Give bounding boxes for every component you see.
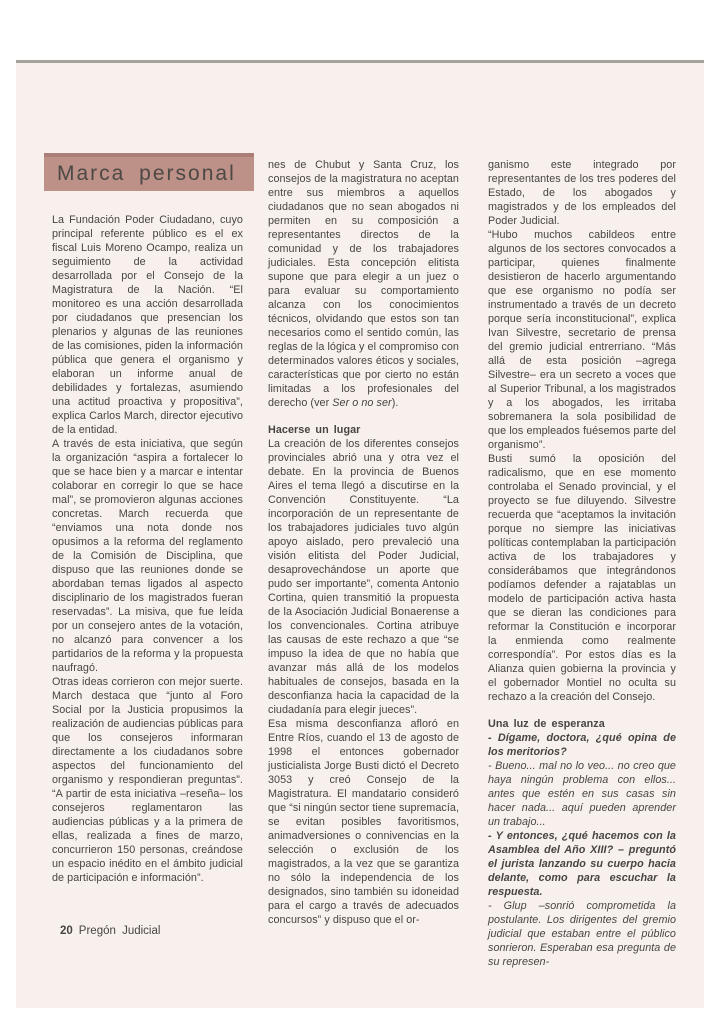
paragraph: La creación de los diferentes consejos provinciales abrió una y otra vez el debate. En la provincia de Buenos Aires el tema llegó a discutirse en la Convención Constituyente. “La incorporación de un representante de los trabajadores judiciales tuvo algún apoyo aislado, pero prevaleció una visión elitista del Poder Judicial, desaprovechándose un aporte que pudo ser importante”, comenta Antonio Cortina, quien transmitió la propuesta de la Asociación Judicial Bonaerense a los convencionales. Cortina atribuye las causas de este rechazo a que “se impuso la idea de que no había que avanzar más allá de los modelos habituales de consejos, basada en la desconfianza hacia la capacidad de la ciudadanía para elegir jueces”. <box>268 438 459 716</box>
subheading: Una luz de esperanza <box>488 718 605 730</box>
article-title: Marca personal <box>57 162 236 185</box>
dialogue-answer: - Bueno... mal no lo veo... no creo que haya ningún problema con ellos... antes que estén en sus casas sin hacer nada... aquí pueden aprender un trabajo... <box>488 760 676 828</box>
page-footer <box>60 925 160 937</box>
paragraph: Otras ideas corrieron con mejor suerte. March destaca que “junto al Foro Social por la Justicia propusimos la realización de audiencias públicas para que los consejeros informaran directamente a los ciudadanos sobre aspectos del funcionamiento del organismo y respondieran preguntas”. “A partir de esta iniciativa –reseña– los consejeros reglamentaron las audiencias públicas y a la primera de ellas, realizada a fines de marzo, concurrieron 150 personas, creándose un espacio inédito en el ámbito judicial de participación e información”. <box>52 676 243 884</box>
dialogue-question: - Y entonces, ¿qué hacemos con la Asamblea del Año XIII? – preguntó el jurista lanzando su cuerpo hacia delante, como para escuchar la respuesta. <box>488 830 676 898</box>
dialogue-answer: - Glup –sonrió comprometida la postulante. Los dirigentes del gremio judicial que estaban entre el público sonrieron. Esperaban esa pregunta de su represen- <box>488 900 676 968</box>
paragraph: A través de esta iniciativa, que según la organización “aspira a fortalecer lo que se hace bien y a marcar e intentar colaborar en corregir lo que se hace mal”, se promovieron algunas acciones concretas. March recuerda que “enviamos una nota donde nos opusimos a la reforma del reglamento de la Comisión de Disciplina, que dispuso que las reuniones donde se abordaban temas ligados al aspecto disciplinario de los magistrados fueran reservadas”. La misiva, que fue leída por un consejero antes de la votación, no alcanzó para convencer a los partidarios de la reforma y la propuesta naufragó. <box>52 438 243 674</box>
paragraph: Esa misma desconfianza afloró en Entre Ríos, cuando el 13 de agosto de 1998 el entonces gobernador justicialista Jorge Busti dictó el Decreto 3053 y creó Consejo de la Magistratura. El mandatario consideró que “si ningún sector tiene supremacía, se evitan posibles favoritismos, animadversiones o connivencias en la selección o exclusión de los magistrados, a la vez que se garantiza no sólo la independencia de los designados, sino también su idoneidad para el cargo a través de adecuados concursos” y dispuso que el or- <box>268 718 460 926</box>
paragraph-text: nes de Chubut y Santa Cruz, los consejos de la magistratura no aceptan entre sus miembros a aquellos ciudadanos que no sean abogados ni permiten en su composición a representantes directos de la comunidad y de los trabajadores judiciales. Esta concepción elitista supone que para elegir a un juez o para evaluar su comportamiento alcanza con los conocimientos técnicos, olvidando que estos son tan necesarios como el sentido común, las reglas de la lógica y el compromiso con determinados valores éticos y sociales, características que por cierto no están limitadas a los profesionales del derecho (ver <box>268 159 459 409</box>
column-middle <box>268 158 459 927</box>
column-left <box>52 213 243 885</box>
subheading: Hacerse un lugar <box>268 424 361 436</box>
paragraph: “Hubo muchos cabildeos entre algunos de los sectores convocados a participar, quienes finalmente desistieron de hacerlo argumentando que ese organismo no podía ser instrumentado a través de un decreto porque sería inconstitucional”, explica Ivan Silvestre, secretario de prensa del gremio judicial entrerriano. “Más allá de esta posición –agrega Silvestre– era un secreto a voces que al Superior Tribunal, a los magistrados y a los abogados, les irritaba sobremanera la sola posibilidad de que los empleados fuésemos parte del organismo”. <box>488 229 676 451</box>
paragraph: Busti sumó la oposición del radicalismo, que en ese momento controlaba el Senado provincial, y el proyecto se fue diluyendo. Silvestre recuerda que “aceptamos la invitación porque no siempre las iniciativas políticas contemplaban la participación activa de los trabajadores y considerábamos que integrándonos podíamos defender a rajatablas un modelo de participación activa hasta que se dieran las condiciones para reformar la Constitución e incorporar la enmienda como realmente correspondía”. Por estos días es la Alianza quien gobierna la provincia y el gobernador Montiel no oculta su rechazo a la creación del Consejo. <box>488 453 676 703</box>
magazine-page-scan <box>16 60 704 1008</box>
publication-name: Pregón Judicial <box>78 925 161 937</box>
column-right <box>488 158 676 969</box>
paragraph: ganismo este integrado por representantes de los tres poderes del Estado, de los abogados y magistrados y de los empleados del Poder Judicial. <box>488 159 676 227</box>
italic-reference: Ser o no ser <box>332 397 392 409</box>
paragraph-text: ). <box>391 397 399 409</box>
page-number: 20 <box>60 925 73 937</box>
paragraph: La Fundación Poder Ciudadano, cuyo principal referente público es el ex fiscal Luis Moreno Ocampo, realiza un seguimiento de la actividad desarrollada por el Consejo de la Magistratura de la Nación. “El monitoreo es una acción desarrollada por ciudadanos que presencian los plenarios y algunas de las reuniones de las comisiones, piden la información pública que genera el organismo y elaboran un informe anual de debilidades y fortalezas, asumiendo una actitud proactiva y propositiva”, explica Carlos March, director ejecutivo de la entidad. <box>52 214 243 436</box>
paragraph <box>268 158 459 410</box>
dialogue-question: - Dígame, doctora, ¿qué opina de los meritorios? <box>488 732 676 758</box>
section-title-band <box>44 153 254 191</box>
